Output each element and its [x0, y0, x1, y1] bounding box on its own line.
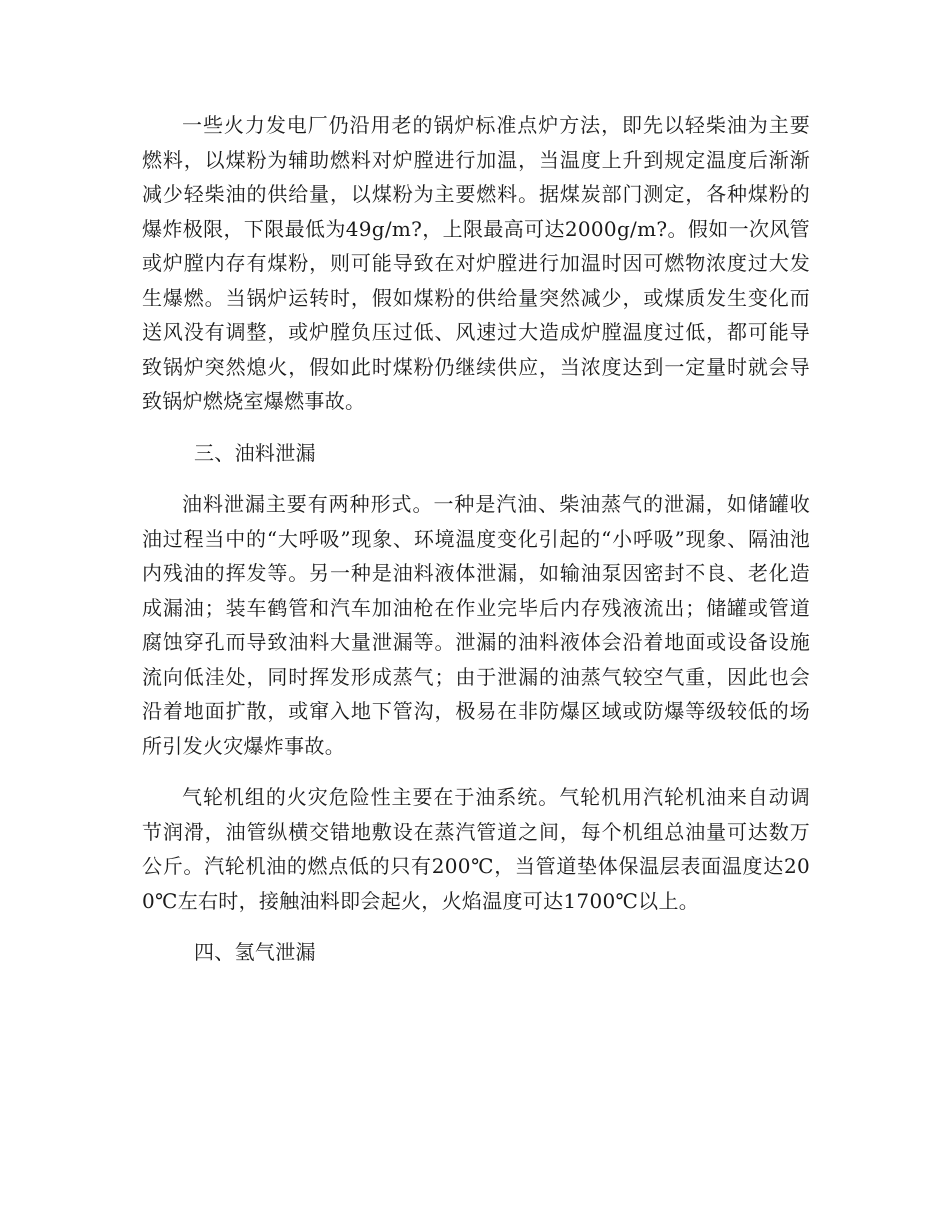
paragraph-turbine-oil-fire: 气轮机组的火灾危险性主要在于油系统。气轮机用汽轮机油来自动调节润滑，油管纵横交错地敷设在蒸汽管道之间，每个机组总油量可达数万公斤。汽轮机油的燃点低的只有200℃，当管道垫体保温层表面温度达200℃左右时，接触油料即会起火，火焰温度可达1700℃以上。 [142, 785, 810, 913]
section-heading-oil-leak: 三、油料泄漏 [194, 440, 316, 465]
paragraph-coal-dust-explosion: 一些火力发电厂仍沿用老的锅炉标准点炉方法，即先以轻柴油为主要燃料，以煤粉为辅助燃料对炉膛进行加温，当温度上升到规定温度后渐渐减少轻柴油的供给量，以煤粉为主要燃料。据煤炭部门测定，各种煤粉的爆炸极限，下限最低为49g/m?，上限最高可达2000g/m?。假如一次风管或炉膛内存有煤粉，则可能导致在对炉膛进行加温时因可燃物浓度过大发生爆燃。当锅炉运转时，假如煤粉的供给量突然减少，或煤质发生变化而送风没有调整，或炉膛负压过低、风速过大造成炉膛温度过低，都可能导致锅炉突然熄火，假如此时煤粉仍继续供应，当浓度达到一定量时就会导致锅炉燃烧室爆燃事故。 [142, 113, 810, 413]
section-heading-hydrogen-leak: 四、氢气泄漏 [194, 940, 316, 964]
paragraph-oil-leak-forms: 油料泄漏主要有两种形式。一种是汽油、柴油蒸气的泄漏，如储罐收油过程当中的“大呼吸”现象、环境温度变化引起的“小呼吸”现象、隔油池内残油的挥发等。另一种是油料液体泄漏，如输油泵因密封不良、老化造成漏油；装车鹤管和汽车加油枪在作业完毕后内存残液流出；储罐或管道腐蚀穿孔而导致油料大量泄漏等。泄漏的油料液体会沿着地面或设备设施流向低洼处，同时挥发形成蒸气；由于泄漏的油蒸气较空气重，因此也会沿着地面扩散，或窜入地下管沟，极易在非防爆区域或防爆等级较低的场所引发火灾爆炸事故。 [142, 492, 810, 758]
document-page [142, 108, 810, 987]
